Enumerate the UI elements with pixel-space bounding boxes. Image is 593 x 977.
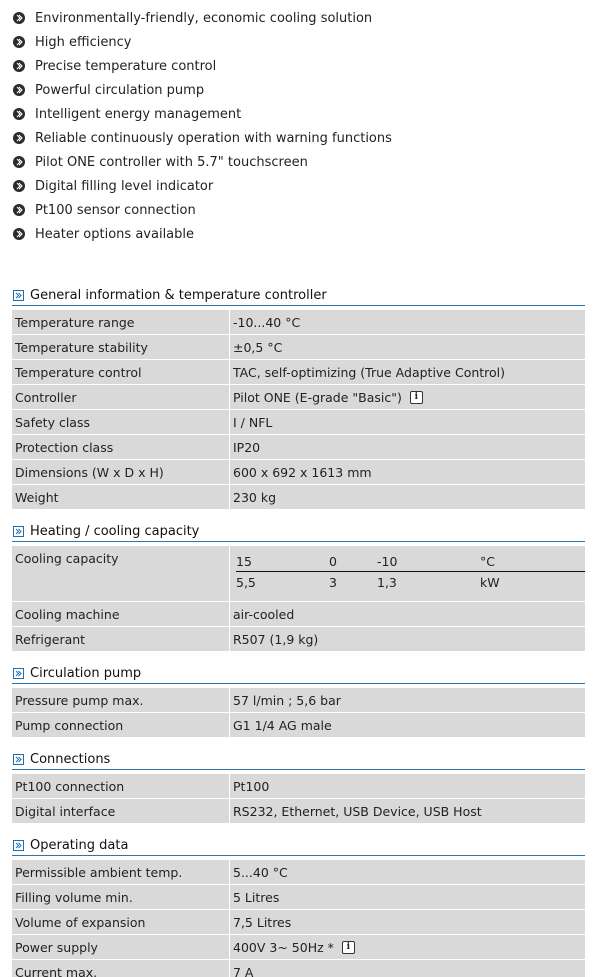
spec-row (12, 602, 585, 627)
section-title: General information & temperature controller (30, 287, 327, 303)
expand-chevron-icon[interactable] (13, 526, 24, 537)
spec-value: 400V 3~ 50Hz * (233, 939, 334, 955)
info-icon[interactable]: i (410, 391, 423, 404)
feature-item (13, 54, 583, 78)
chevron-bullet-icon (13, 156, 25, 168)
spec-sections (12, 285, 585, 977)
spec-row (12, 910, 585, 935)
feature-text: Precise temperature control (35, 58, 217, 74)
spec-table (12, 774, 585, 824)
expand-chevron-icon[interactable] (13, 754, 24, 765)
spec-row (12, 799, 585, 824)
spec-key: Temperature range (12, 310, 230, 334)
feature-item (13, 6, 583, 30)
feature-item (13, 150, 583, 174)
section-title: Heating / cooling capacity (30, 523, 200, 539)
spec-value: RS232, Ethernet, USB Device, USB Host (233, 803, 482, 819)
spec-key: Power supply (12, 935, 230, 959)
section-general (12, 285, 585, 510)
spec-key: Volume of expansion (12, 910, 230, 934)
feature-text: Powerful circulation pump (35, 82, 205, 98)
feature-text: Intelligent energy management (35, 106, 242, 122)
chevron-bullet-icon (13, 204, 25, 216)
spec-value: I / NFL (233, 414, 273, 430)
chevron-bullet-icon (13, 228, 25, 240)
feature-item (13, 198, 583, 222)
expand-chevron-icon[interactable] (13, 668, 24, 679)
spec-row (12, 360, 585, 385)
cooling-capacity-row (12, 546, 585, 602)
feature-text: Pilot ONE controller with 5.7" touchscreen (35, 154, 308, 170)
section-header[interactable] (12, 521, 585, 542)
spec-row (12, 435, 585, 460)
spec-row (12, 485, 585, 510)
spec-key: Safety class (12, 410, 230, 434)
spec-key: Refrigerant (12, 627, 230, 651)
spec-row (12, 310, 585, 335)
feature-text: Reliable continuously operation with warning functions (35, 130, 392, 146)
spec-value-cell (230, 935, 585, 959)
spec-row (12, 885, 585, 910)
spec-key: Pt100 connection (12, 774, 230, 798)
spec-value-cell (230, 385, 585, 409)
section-connections (12, 749, 585, 824)
section-header[interactable] (12, 285, 585, 306)
capacity-temp: -10 (377, 554, 398, 569)
spec-key: Pressure pump max. (12, 688, 230, 712)
chevron-bullet-icon (13, 12, 25, 24)
expand-chevron-icon[interactable] (13, 290, 24, 301)
spec-row (12, 335, 585, 360)
capacity-value: 5,5 (236, 574, 256, 590)
section-circulation-pump (12, 663, 585, 738)
chevron-bullet-icon (13, 132, 25, 144)
spec-key: Filling volume min. (12, 885, 230, 909)
feature-item (13, 222, 583, 246)
spec-value: R507 (1,9 kg) (233, 631, 319, 647)
spec-row (12, 774, 585, 799)
chevron-bullet-icon (13, 108, 25, 120)
spec-table (12, 860, 585, 977)
spec-key: Cooling capacity (12, 546, 230, 601)
spec-row (12, 935, 585, 960)
chevron-bullet-icon (13, 36, 25, 48)
section-header[interactable] (12, 749, 585, 770)
spec-row (12, 460, 585, 485)
section-title: Circulation pump (30, 665, 142, 681)
section-header[interactable] (12, 835, 585, 856)
spec-row (12, 688, 585, 713)
section-title: Operating data (30, 837, 129, 853)
spec-value: 5 Litres (233, 889, 280, 905)
feature-item (13, 30, 583, 54)
expand-chevron-icon[interactable] (13, 840, 24, 851)
capacity-temperatures (236, 552, 585, 572)
capacity-temp: 0 (329, 554, 337, 569)
spec-key: Current max. (12, 960, 230, 977)
section-title: Connections (30, 751, 111, 767)
spec-value: ±0,5 °C (233, 339, 283, 355)
feature-item (13, 78, 583, 102)
spec-key: Pump connection (12, 713, 230, 737)
spec-value: Pt100 (233, 778, 270, 794)
spec-row (12, 960, 585, 977)
feature-item (13, 102, 583, 126)
capacity-value: 1,3 (377, 574, 397, 590)
spec-value: 57 l/min ; 5,6 bar (233, 692, 341, 708)
feature-text: Pt100 sensor connection (35, 202, 196, 218)
spec-key: Dimensions (W x D x H) (12, 460, 230, 484)
chevron-bullet-icon (13, 180, 25, 192)
feature-text: Heater options available (35, 226, 195, 242)
spec-value: 5...40 °C (233, 864, 288, 880)
spec-key: Temperature control (12, 360, 230, 384)
spec-value: -10...40 °C (233, 314, 301, 330)
spec-value: IP20 (233, 439, 261, 455)
spec-table (12, 310, 585, 510)
spec-row (12, 860, 585, 885)
spec-value: 230 kg (233, 489, 277, 505)
capacity-temp: 15 (236, 554, 252, 569)
spec-key: Permissible ambient temp. (12, 860, 230, 884)
spec-row (12, 713, 585, 738)
spec-value: 7,5 Litres (233, 914, 292, 930)
spec-value: 7 A (233, 964, 254, 977)
spec-key: Cooling machine (12, 602, 230, 626)
spec-table (12, 688, 585, 738)
feature-text: Environmentally-friendly, economic cooling solution (35, 10, 373, 26)
section-heating-cooling (12, 521, 585, 652)
spec-value: 600 x 692 x 1613 mm (233, 464, 372, 480)
spec-key: Weight (12, 485, 230, 509)
spec-key: Controller (12, 385, 230, 409)
spec-key: Protection class (12, 435, 230, 459)
chevron-bullet-icon (13, 84, 25, 96)
spec-key: Temperature stability (12, 335, 230, 359)
feature-item (13, 126, 583, 150)
spec-key: Digital interface (12, 799, 230, 823)
cooling-capacity-table (230, 546, 585, 601)
capacity-unit: °C (480, 554, 495, 569)
feature-text: Digital filling level indicator (35, 178, 214, 194)
capacity-values (236, 572, 585, 592)
spec-row (12, 410, 585, 435)
capacity-unit: kW (480, 574, 500, 590)
section-header[interactable] (12, 663, 585, 684)
feature-item (13, 174, 583, 198)
capacity-value: 3 (329, 574, 337, 590)
spec-value: TAC, self-optimizing (True Adaptive Control) (233, 364, 506, 380)
info-icon[interactable]: i (342, 941, 355, 954)
spec-row (12, 385, 585, 410)
spec-table (12, 546, 585, 652)
section-operating-data (12, 835, 585, 977)
feature-text: High efficiency (35, 34, 132, 50)
spec-row (12, 627, 585, 652)
spec-value: Pilot ONE (E-grade "Basic") (233, 389, 402, 405)
feature-list (13, 6, 583, 246)
spec-value: G1 1/4 AG male (233, 717, 332, 733)
spec-value: air-cooled (233, 606, 295, 622)
chevron-bullet-icon (13, 60, 25, 72)
